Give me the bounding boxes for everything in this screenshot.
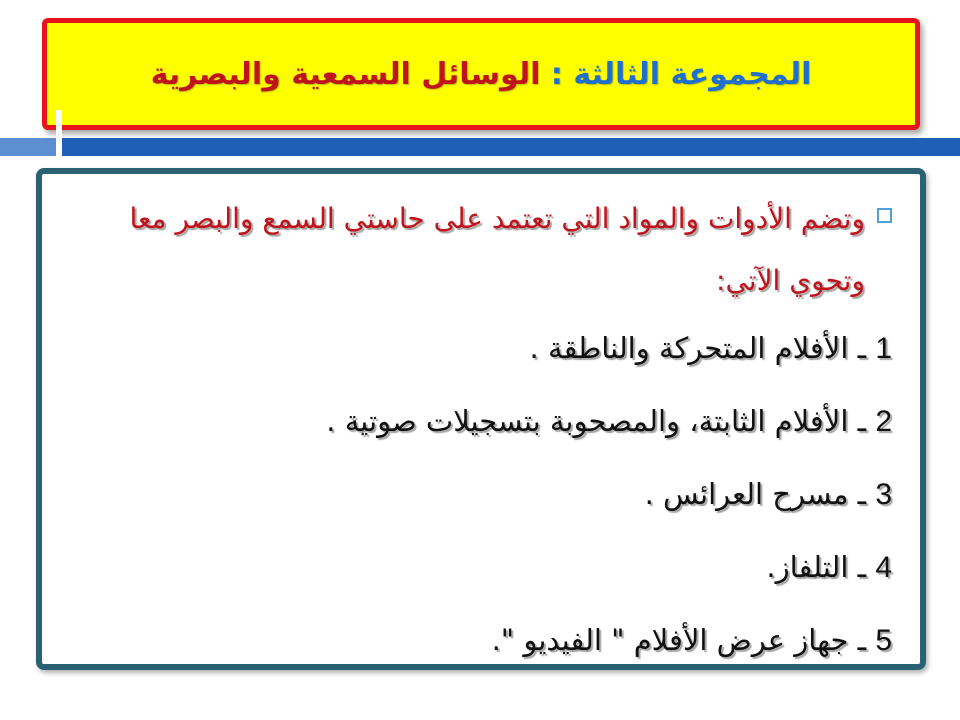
list-item bbox=[62, 385, 892, 458]
item-number: 5 bbox=[875, 624, 892, 657]
list-item bbox=[62, 531, 892, 604]
intro-text: وتضم الأدوات والمواد التي تعتمد على حاستي السمع والبصر معا وتحوي الآتي: bbox=[129, 202, 865, 297]
item-number: 2 bbox=[875, 405, 892, 438]
square-bullet-icon bbox=[877, 208, 892, 223]
list-item bbox=[62, 312, 892, 385]
item-text: ـ مسرح العرائس . bbox=[644, 477, 876, 511]
list-item bbox=[62, 458, 892, 531]
item-number: 3 bbox=[875, 478, 892, 511]
item-text: ـ جهاز عرض الأفلام " الفيديو ". bbox=[491, 623, 876, 657]
item-text: ـ التلفاز. bbox=[766, 550, 876, 584]
item-text: ـ الأفلام المتحركة والناطقة . bbox=[529, 331, 876, 365]
title-box bbox=[42, 18, 920, 130]
title-group-label: المجموعة الثالثة bbox=[573, 56, 812, 92]
intro-row bbox=[62, 188, 892, 312]
content-box bbox=[36, 168, 926, 670]
item-number: 4 bbox=[875, 551, 892, 584]
content-body bbox=[62, 188, 892, 677]
decor-bar-left bbox=[0, 138, 56, 156]
page-title bbox=[151, 57, 812, 92]
decor-bar-gap bbox=[56, 110, 62, 170]
item-text: ـ الأفلام الثابتة، والمصحوبة بتسجيلات صوتية . bbox=[326, 404, 876, 438]
title-separator: : bbox=[540, 56, 574, 92]
list-item bbox=[62, 604, 892, 677]
item-number: 1 bbox=[875, 332, 892, 365]
title-topic: الوسائل السمعية والبصرية bbox=[150, 56, 541, 92]
decor-bar-right bbox=[62, 138, 960, 156]
